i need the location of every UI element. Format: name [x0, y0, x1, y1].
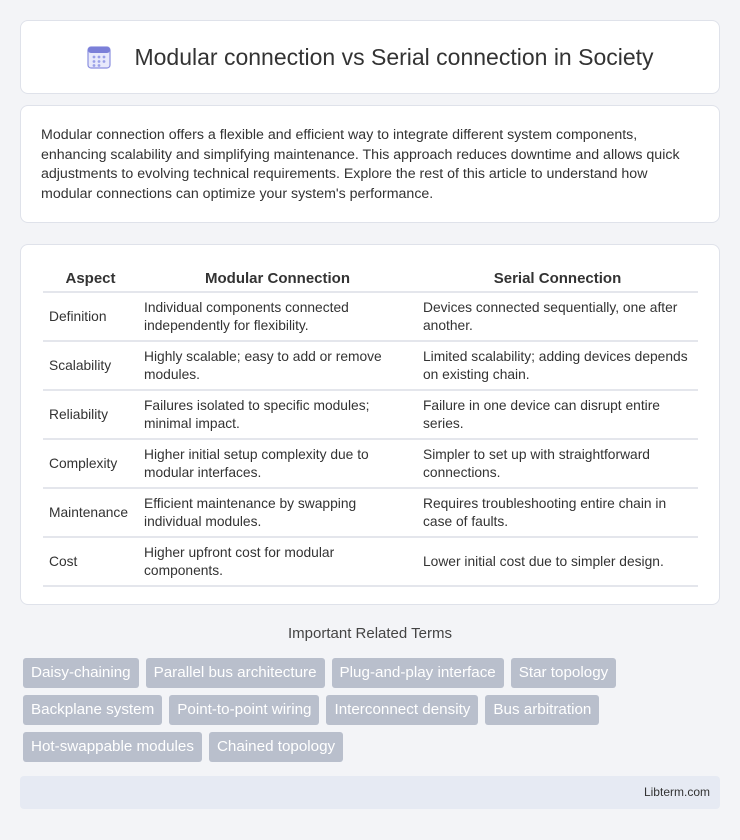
row-serial: Devices connected sequentially, one after another. [417, 293, 698, 342]
header-serial: Serial Connection [417, 265, 698, 293]
row-modular: Higher initial setup complexity due to modular interfaces. [138, 440, 417, 489]
tag-parallel-bus-architecture[interactable]: Parallel bus architecture [146, 658, 325, 688]
tag-row [23, 658, 723, 688]
table-row [43, 538, 698, 587]
footer [20, 776, 720, 809]
row-modular: Higher upfront cost for modular components. [138, 538, 417, 587]
row-aspect: Definition [43, 293, 138, 342]
related-terms [23, 658, 723, 769]
row-serial: Limited scalability; adding devices depends on existing chain. [417, 342, 698, 391]
row-aspect: Cost [43, 538, 138, 587]
related-terms-title: Important Related Terms [288, 625, 452, 642]
comparison-table [43, 265, 698, 587]
calendar-icon [86, 44, 112, 70]
row-modular: Individual components connected independently for flexibility. [138, 293, 417, 342]
tag-backplane-system[interactable]: Backplane system [23, 695, 162, 725]
table-row [43, 440, 698, 489]
tag-daisy-chaining[interactable]: Daisy-chaining [23, 658, 139, 688]
intro-card [20, 105, 720, 223]
table-row [43, 391, 698, 440]
row-aspect: Complexity [43, 440, 138, 489]
tag-plug-and-play-interface[interactable]: Plug-and-play interface [332, 658, 504, 688]
table-header-row [43, 265, 698, 293]
row-modular: Highly scalable; easy to add or remove modules. [138, 342, 417, 391]
row-aspect: Scalability [43, 342, 138, 391]
tag-row [23, 732, 723, 762]
page-title: Modular connection vs Serial connection in Society [134, 43, 654, 70]
row-serial: Requires troubleshooting entire chain in case of faults. [417, 489, 698, 538]
table-row [43, 342, 698, 391]
row-modular: Failures isolated to specific modules; minimal impact. [138, 391, 417, 440]
row-serial: Simpler to set up with straightforward connections. [417, 440, 698, 489]
table-row [43, 489, 698, 538]
comparison-card [20, 244, 720, 605]
header-modular: Modular Connection [138, 265, 417, 293]
tag-star-topology[interactable]: Star topology [511, 658, 617, 688]
table-row [43, 293, 698, 342]
row-serial: Lower initial cost due to simpler design. [417, 538, 698, 587]
header-aspect: Aspect [43, 265, 138, 293]
title-card [20, 20, 720, 94]
tag-chained-topology[interactable]: Chained topology [209, 732, 343, 762]
row-aspect: Reliability [43, 391, 138, 440]
footer-site-link[interactable]: Libterm.com [643, 785, 710, 799]
tag-row [23, 695, 723, 725]
row-modular: Efficient maintenance by swapping individual modules. [138, 489, 417, 538]
tag-bus-arbitration[interactable]: Bus arbitration [485, 695, 599, 725]
row-aspect: Maintenance [43, 489, 138, 538]
tag-interconnect-density[interactable]: Interconnect density [326, 695, 478, 725]
tag-hot-swappable-modules[interactable]: Hot-swappable modules [23, 732, 202, 762]
intro-text: Modular connection offers a flexible and efficient way to integrate different system components, enhancing scalability and simplifying maintenance. This approach reduces downtime and allows quick adjustments to evolving technical requirements. Explore the rest of this article to understand how modular connections can optimize your system's performance. [41, 127, 680, 202]
row-serial: Failure in one device can disrupt entire series. [417, 391, 698, 440]
tag-point-to-point-wiring[interactable]: Point-to-point wiring [169, 695, 319, 725]
